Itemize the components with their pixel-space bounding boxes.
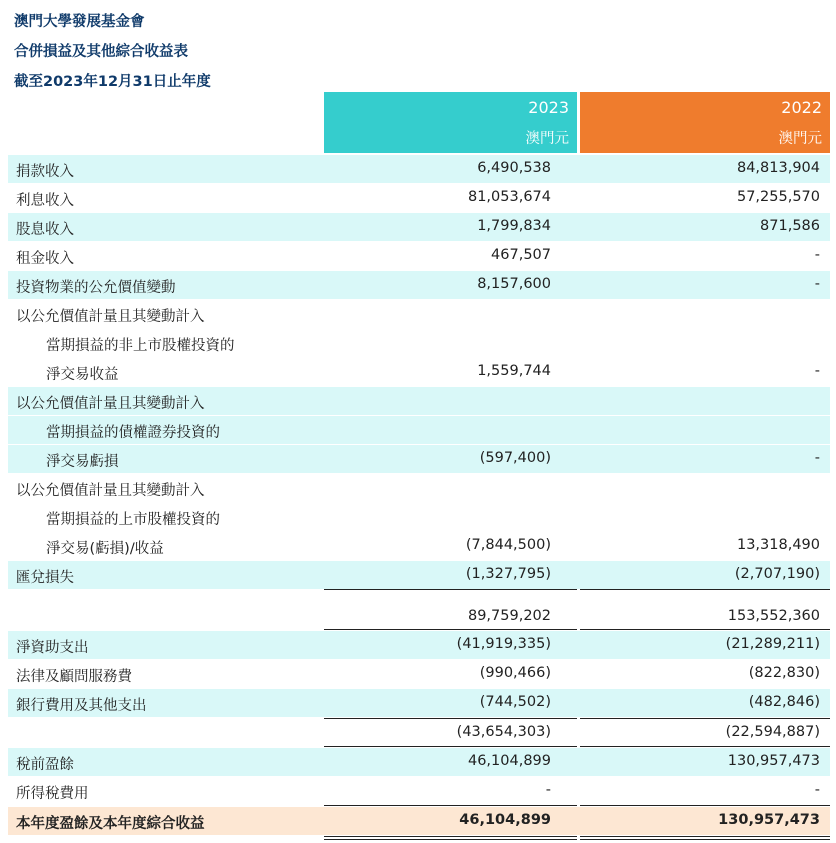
table-row [8,300,830,328]
table-row [8,532,830,560]
value-2022: 13,318,490 [736,537,820,553]
row-label: 以公允價值計量且其變動計入 [16,483,205,499]
value-2023: (744,502) [479,694,551,710]
value-2022: 57,255,570 [736,189,820,205]
subtotal-rule-2023 [324,746,577,747]
table-row [8,387,830,415]
row-label: 當期損益的債權證券投資的 [46,425,220,441]
row-label: 當期損益的非上市股權投資的 [46,338,235,354]
row-label: 股息收入 [16,222,74,238]
value-2022: (482,846) [748,694,820,710]
table-row [8,777,830,805]
column-header-2022 [580,92,830,153]
row-label: 淨交易虧損 [46,454,119,470]
table-row [8,213,830,241]
value-2023: (1,327,795) [465,566,551,582]
row-label: 法律及顧問服務費 [16,669,132,685]
total-double-rule-2022 [580,836,830,837]
row-label: 稅前盈餘 [16,757,74,773]
value-2023: 467,507 [491,247,551,263]
value-2022: - [814,363,820,379]
row-label: 淨交易收益 [46,367,119,383]
value-2023: (990,466) [479,665,551,681]
table-row [8,474,830,502]
value-2022: - [814,247,820,263]
value-2023: (7,844,500) [465,537,551,553]
subtotal-rule-2022 [580,589,830,590]
statement-title: 合併損益及其他綜合收益表 [14,44,188,60]
table-row [8,631,830,659]
column-header-2023 [324,92,577,153]
row-label: 匯兌損失 [16,570,74,586]
table-row [8,660,830,688]
value-2023: 1,559,744 [477,363,551,379]
table-row [8,689,830,717]
row-label: 以公允價值計量且其變動計入 [16,396,205,412]
subtotal-row [8,719,830,747]
value-2023: (597,400) [479,450,551,466]
row-label: 淨交易(虧損)/收益 [46,541,164,557]
table-row [8,184,830,212]
value-2023: - [545,782,551,798]
subtotal-rule-2023 [324,629,577,630]
column-currency-2022: 澳門元 [778,131,822,147]
value-2023: 81,053,674 [467,189,551,205]
total-double-rule-2022 [580,839,830,840]
table-row [8,748,830,776]
table-row [8,358,830,386]
value-2023: (41,919,335) [456,636,551,652]
row-label: 當期損益的上市股權投資的 [46,512,220,528]
value-2022: 130,957,473 [718,812,820,828]
table-row [8,561,830,589]
table-row [8,155,830,183]
total-double-rule-2023 [324,839,577,840]
value-2022: 130,957,473 [727,753,820,769]
total-row [8,807,830,835]
total-rule-2023 [324,805,577,806]
value-2022: (822,830) [748,665,820,681]
row-label: 銀行費用及其他支出 [16,698,147,714]
table-row [8,445,830,473]
value-2023: 89,759,202 [467,608,551,624]
subtotal-rule-2023 [324,589,577,590]
subtotal-row [8,603,830,631]
row-label: 捐款收入 [16,164,74,180]
column-year-2022: 2022 [781,98,822,117]
value-2023: 46,104,899 [459,812,551,828]
value-2023: 1,799,834 [477,218,551,234]
value-2023: (43,654,303) [456,724,551,740]
row-label: 淨資助支出 [16,640,89,656]
total-rule-2022 [580,805,830,806]
row-label: 利息收入 [16,193,74,209]
value-2023: 46,104,899 [467,753,551,769]
table-row [8,416,830,444]
table-row [8,271,830,299]
row-label: 本年度盈餘及本年度綜合收益 [16,816,205,832]
column-year-2023: 2023 [528,98,569,117]
value-2022: 871,586 [760,218,820,234]
table-row [8,503,830,531]
period-title: 截至2023年12月31日止年度 [14,74,211,90]
subtotal-rule-2022 [580,746,830,747]
value-2022: - [814,782,820,798]
table-row [8,329,830,357]
value-2023: 8,157,600 [477,276,551,292]
row-label: 租金收入 [16,251,74,267]
org-name: 澳門大學發展基金會 [14,14,145,30]
value-2022: (21,289,211) [725,636,820,652]
value-2022: - [814,276,820,292]
table-row [8,242,830,270]
row-label: 所得稅費用 [16,786,89,802]
value-2022: 153,552,360 [727,608,820,624]
value-2022: (2,707,190) [734,566,820,582]
value-2022: 84,813,904 [736,160,820,176]
row-label: 以公允價值計量且其變動計入 [16,309,205,325]
subtotal-rule-2022 [580,629,830,630]
value-2022: (22,594,887) [725,724,820,740]
value-2023: 6,490,538 [477,160,551,176]
value-2022: - [814,450,820,466]
column-currency-2023: 澳門元 [525,131,569,147]
total-double-rule-2023 [324,836,577,837]
row-label: 投資物業的公允價值變動 [16,280,176,296]
